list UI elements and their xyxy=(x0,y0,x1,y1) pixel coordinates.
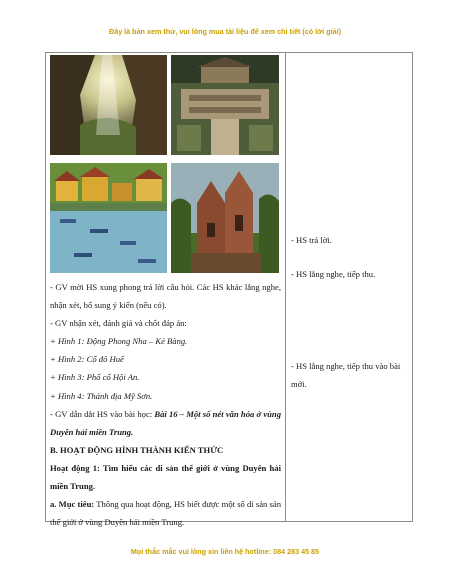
answer-item: + Hình 1: Động Phong Nha – Kẻ Bàng. xyxy=(50,336,188,347)
teacher-activities xyxy=(50,278,281,531)
answer-item: + Hình 2: Cố đô Huế xyxy=(50,354,124,365)
column-divider xyxy=(285,53,286,521)
photo-my-son xyxy=(171,163,279,273)
photo-cave xyxy=(50,55,167,155)
answer-item: + Hình 3: Phố cổ Hội An. xyxy=(50,372,140,383)
lesson-title: Bài 16 – Một số nét văn hóa ở vùng Duyên hải miền Trung. xyxy=(50,408,282,437)
student-response-listen: - HS lắng nghe, tiếp thu. xyxy=(291,269,376,279)
activity-heading: Hoạt động 1: Tìm hiểu các di sản thế giới ở vùng Duyên hải miền Trung. xyxy=(50,462,281,492)
student-response-answer: - HS trả lời. xyxy=(291,235,332,245)
lesson-table xyxy=(45,52,413,528)
paragraph-feedback: - GV nhận xét, đánh giá và chốt đáp án: xyxy=(50,318,187,329)
student-response-new-lesson: - HS lắng nghe, tiếp thu vào bài mới. xyxy=(291,361,401,390)
paragraph-objective: a. Mục tiêu: Thông qua hoạt động, HS biết được một số di sản sản thế giới ở vùng Duyên hải miền Trung. xyxy=(50,499,281,528)
section-heading: B. HOẠT ĐỘNG HÌNH THÀNH KIẾN THỨC xyxy=(50,444,224,455)
objective-label: a. Mục tiêu: xyxy=(50,499,95,510)
paragraph-intro: - GV dẫn dắt HS vào bài học: Bài 16 – Một số nét văn hóa ở vùng Duyên hải miền Trung. xyxy=(50,408,282,437)
photo-hue-citadel xyxy=(171,55,279,155)
preview-banner: Đây là bản xem thử, vui lòng mua tài liệu để xem chi tiết (có lời giải) xyxy=(109,27,341,36)
paragraph-invite: - GV mời HS xung phong trả lời câu hỏi. Các HS khác lắng nghe, nhận xét, bổ sung ý kiến (nếu có). xyxy=(50,282,281,311)
answer-item: + Hình 4: Thánh địa Mỹ Sơn. xyxy=(50,390,153,401)
photo-hoi-an xyxy=(50,163,167,273)
hotline-banner: Mọi thắc mắc vui lòng xin liên hệ hotline: 084 283 45 85 xyxy=(130,547,320,556)
